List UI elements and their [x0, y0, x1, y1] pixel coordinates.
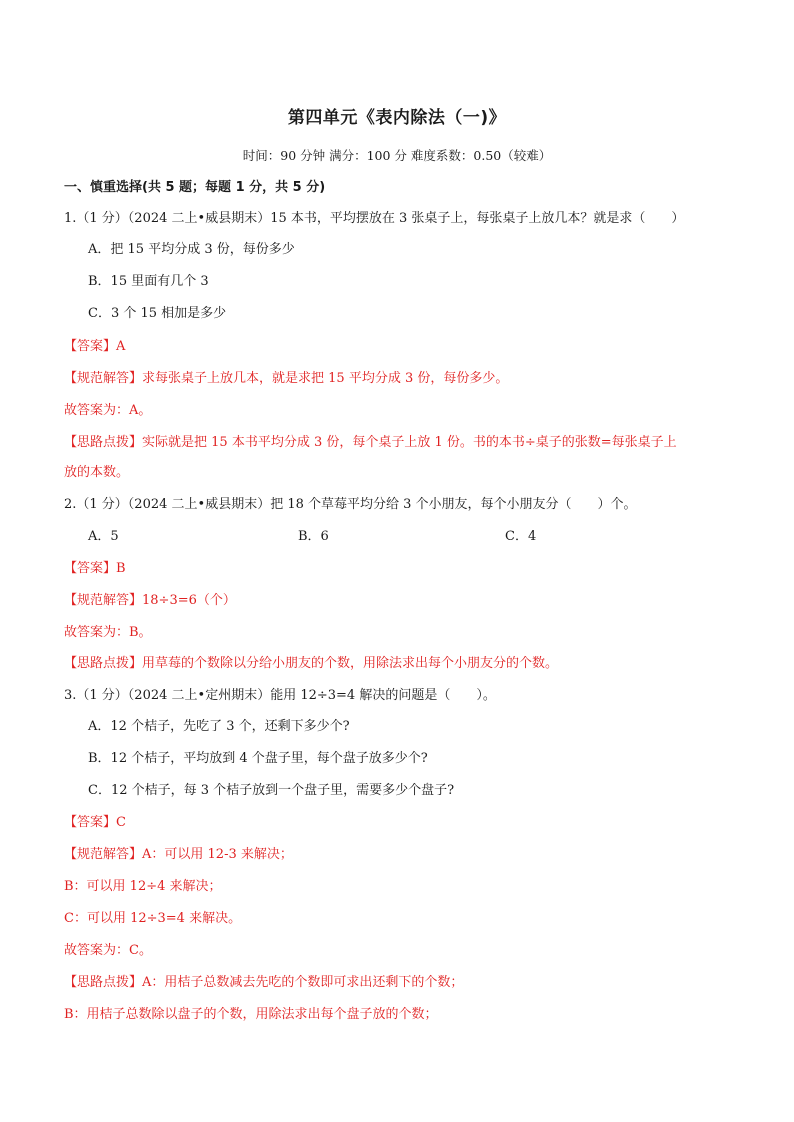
q1-stem: 1.（1 分）（2024 二上•威县期末）15 本书，平均摆放在 3 张桌子上，每张桌子上放几本？就是求（ ） — [64, 211, 685, 226]
q1-option-c: C．3 个 15 相加是多少 — [88, 306, 227, 321]
q3-hint-b: B：用桔子总数除以盘子的个数，用除法求出每个盘子放的个数； — [64, 1007, 438, 1022]
hint-tag: 【思路点拨】 — [64, 435, 143, 450]
q1-solution — [64, 370, 508, 388]
q3-answer — [64, 814, 126, 832]
exam-meta: 时间：90 分钟 满分：100 分 难度系数：0.50（较难） — [242, 148, 552, 163]
hint-text: A：用桔子总数减去先吃的个数即可求出还剩下的个数； — [142, 975, 464, 990]
hint-tag: 【思路点拨】 — [64, 656, 143, 671]
q2-stem: 2.（1 分）（2024 二上•威县期末）把 18 个草莓平均分给 3 个小朋友，每个小朋友分（ ）个。 — [64, 497, 637, 512]
answer-tag: 【答案】 — [64, 561, 117, 576]
q3-option-b: B．12 个桔子，平均放到 4 个盘子里，每个盘子放多少个? — [88, 751, 428, 766]
q1-hint-continued: 放的本数。 — [64, 465, 130, 480]
q2-hint — [64, 655, 558, 673]
q1-option-b: B．15 里面有几个 3 — [88, 274, 209, 289]
solution-tag: 【规范解答】 — [64, 593, 143, 608]
hint-text: 用草莓的个数除以分给小朋友的个数，用除法求出每个小朋友分的个数。 — [142, 656, 559, 671]
q3-solution-c: C：可以用 12÷3=4 来解决。 — [64, 911, 242, 926]
q3-stem: 3.（1 分）（2024 二上•定州期末）能用 12÷3=4 解决的问题是（ ）。 — [64, 688, 496, 703]
q1-hint — [64, 434, 677, 452]
solution-tag: 【规范解答】 — [64, 847, 143, 862]
q3-option-a: A．12 个桔子，先吃了 3 个，还剩下多少个? — [88, 719, 350, 734]
q2-option-c: C．4 — [505, 529, 537, 544]
q2-option-b: B．6 — [298, 529, 329, 544]
q1-conclusion: 故答案为：A。 — [64, 403, 152, 418]
q2-option-a: A．5 — [88, 529, 119, 544]
q3-solution — [64, 846, 293, 864]
page-title: 第四单元《表内除法（一)》 — [287, 108, 507, 128]
solution-tag: 【规范解答】 — [64, 371, 143, 386]
solution-text: A：可以用 12-3 来解决； — [142, 847, 293, 862]
hint-text: 实际就是把 15 本书平均分成 3 份，每个桌子上放 1 份。书的本书÷桌子的张数=每张桌子上 — [142, 435, 677, 450]
q2-conclusion: 故答案为：B。 — [64, 625, 152, 640]
q1-option-a: A．把 15 平均分成 3 份，每份多少 — [88, 242, 295, 257]
answer-value: B — [116, 561, 126, 576]
solution-text: 18÷3=6（个） — [142, 593, 236, 608]
q2-solution — [64, 592, 236, 610]
hint-tag: 【思路点拨】 — [64, 975, 143, 990]
answer-value: A — [116, 339, 126, 354]
q3-hint — [64, 974, 463, 992]
q3-solution-b: B：可以用 12÷4 来解决； — [64, 879, 222, 894]
q3-option-c: C．12 个桔子，每 3 个桔子放到一个盘子里，需要多少个盘子? — [88, 783, 455, 798]
q2-answer — [64, 560, 126, 578]
answer-tag: 【答案】 — [64, 815, 117, 830]
solution-text: 求每张桌子上放几本，就是求把 15 平均分成 3 份，每份多少。 — [142, 371, 509, 386]
q1-answer — [64, 338, 125, 356]
answer-tag: 【答案】 — [64, 339, 117, 354]
answer-value: C — [116, 815, 126, 830]
q3-conclusion: 故答案为：C。 — [64, 943, 152, 958]
section-heading: 一、慎重选择(共 5 题；每题 1 分，共 5 分) — [64, 180, 326, 195]
